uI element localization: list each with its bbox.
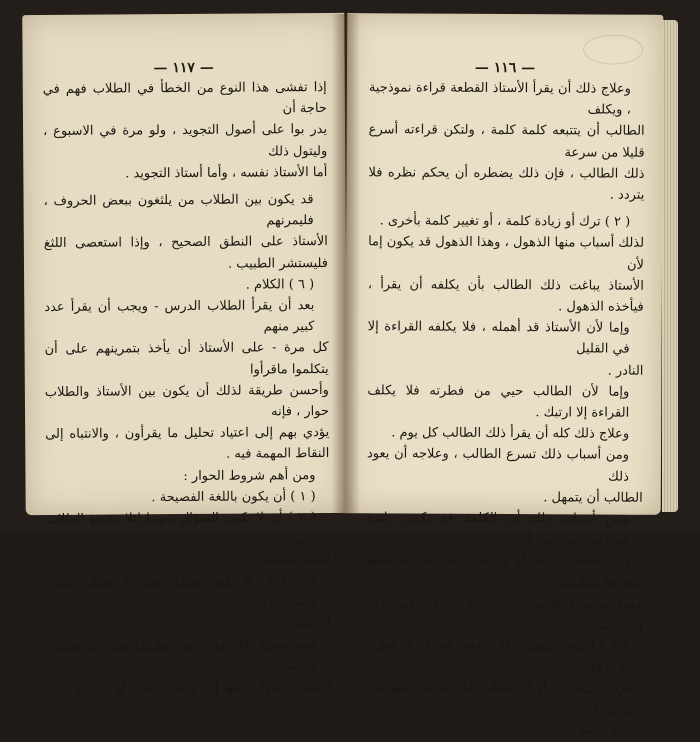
text-line: ومن أهم شروط الحوار : [183, 467, 316, 484]
text-line: وإما لأن الأستاذ قد أهمله ، فلا يكلفه القراءة إلا في القليل [367, 319, 630, 358]
text-line: اعتياد الحدس . [249, 552, 331, 569]
text-line: يدر بوا على أصول التجويد ، ولو مرة في الاسبوع ، وليتول ذلك [43, 122, 328, 160]
text-line: لذلك أسباب منها الذهول ، وهذا الذهول قد يكون إما لأن [368, 234, 645, 273]
text-line: إشباع أو مد . [571, 723, 642, 739]
list-item: ( ٢ ) أن لا يكون السؤال مبهما لئلا يشجع الطلاب على [45, 510, 316, 547]
page-edges [662, 20, 678, 512]
text-line: الطالب أن يتتبعه كلمة كلمة ، ولتكن قراءته أسرع قليلا من سرعة [368, 122, 645, 161]
text-line: أن تظهر . [277, 616, 331, 632]
text-line: ومن أسباب ذلك تسرع الطالب ، وعلاجه أن يعود ذلك [366, 446, 630, 485]
text-line: وعلاج ذلك كله أن يقرأ ذلك الطالب كل يوم . [391, 425, 630, 442]
text-line: الطالب أن يتمهل . [543, 490, 643, 506]
list-item: ( ١ ) أن يكون باللغة الفصيحة . [151, 488, 316, 506]
text-line: الأستاذ على النطق الصحيح ، وإذا استعصى اللثغ فليستشر الطبيب . [43, 234, 329, 272]
text-line: كل مرة - على الأستاذ أن يأخذ بتمرينهم على أن يتكلموا ماقرأوا [44, 340, 329, 378]
text-line: الأستاذ يباغت ذلك الطالب بأن يكلفه أن يقرأ ، فيأخذه الذهول . [367, 277, 644, 315]
left-page [22, 13, 347, 697]
text-line: إذا تفشى هذا النوع من الخطأ في الطلاب فهم في حاجة أن [42, 80, 327, 117]
text-line: ليس شيء أقل الهاما من سلسلة سؤالات قصيرة مختصرة [46, 637, 317, 674]
text-line: وهذا نبه من الطالب حرى بالثناء وإن كان في حاجة إلى التنبيه . [366, 595, 643, 633]
text-line: وإما لأن الطالب حيي من فطرته فلا يكلف القراءة إلا ارتبك . [367, 383, 630, 421]
text-line: بعد أن يقرأ الطلاب الدرس - ويجب أن يقرأ عدد كبير منهم [44, 298, 315, 335]
text-line: ذلك الطالب ، فإن ذلك يضطره أن يحكم نظره فلا يتردد . [368, 165, 645, 203]
text-line: وأحسن طريقة لذلك أن يكون بين الأستاذ والطلاب حوار ، فإنه [44, 382, 330, 420]
text-line: يؤدي بهم إلى اعتياد تحليل ما يقرأون ، والانتباه إلى النقاط المهمة فيه . [45, 425, 330, 463]
text-line: أما الأستاذ نفسه ، وأما أستاذ التجويد . [125, 164, 328, 182]
text-line: تكون ناقصة فيزيدها أو قد تكون في غير موضعها فيغيرها بسليقته ، [366, 552, 643, 591]
text-line: الحرف المفخم ، أو أن تعطى الحركة غير حقها من اختلاس أو [365, 679, 642, 718]
list-item: ( ٢ ) ترك أو زيادة كلمة ، أو تغيير كلمة بأخرى . [379, 213, 631, 230]
section-heading: ( ٦ ) الكلام . [245, 276, 315, 293]
right-page [345, 13, 664, 739]
text-line: وعلاج ذلك أن يقرأ الأستاذ القطعة قراءة نموذجية ، ويكلف [368, 80, 631, 118]
text-line: النادر . [607, 363, 644, 379]
left-page-text [43, 77, 331, 700]
page-number-right: — ١١٦ — [474, 59, 536, 77]
text-line: قد يكون بين الطلاب من يلثغون ببعض الحروف ، فليمرنهم [43, 192, 314, 229]
list-item: ( ٣ ) أن لا يكون ضيقاً بحيث لا يعطي مجالا لشخصية الطالب [46, 573, 317, 611]
text-line: لا يحتاج الجواب عنها إلى إعمال الفكر أو الذاكرة . [66, 679, 332, 697]
text-line: ومن أسباب ذلك أن الكلمة قد تكون زائدة فيحذفها الطالب ، أو [366, 510, 629, 548]
right-page-text [366, 77, 645, 742]
page-number-left: — ١١٧ — [153, 59, 214, 77]
list-item: ( ٣ ) إساءة اللفظ ، كأن يفخم الحرف الرقيق ، أو يرقق [365, 637, 629, 676]
